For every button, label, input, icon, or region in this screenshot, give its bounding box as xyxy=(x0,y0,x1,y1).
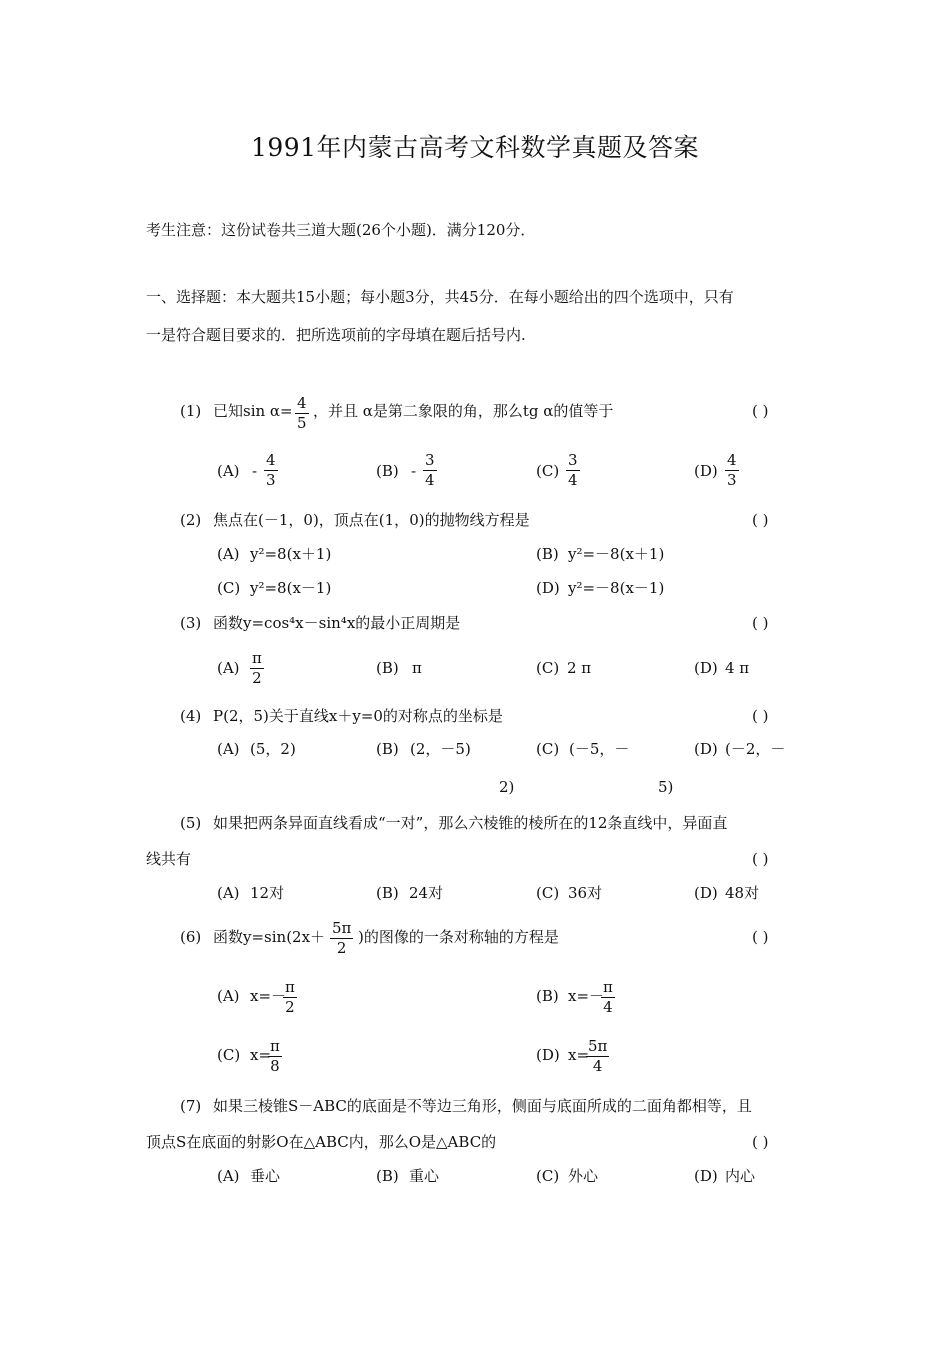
option-label-c: (C) xyxy=(536,659,560,677)
option-value-d: 4 π xyxy=(725,659,750,677)
option-value-c: x= xyxy=(250,1046,272,1064)
option-value-a: 垂心 xyxy=(250,1167,281,1185)
option-label-c: (C) xyxy=(536,462,560,480)
option-value-c-wrap: 2) xyxy=(499,778,515,796)
question-number: (2) xyxy=(180,511,202,529)
option-sign: - xyxy=(252,462,258,480)
denominator: 4 xyxy=(592,1057,603,1075)
option-label-b: (B) xyxy=(376,462,399,480)
option-a-fraction xyxy=(250,651,264,686)
exam-notice: 考生注意：这份试卷共三道大题(26个小题)．满分120分． xyxy=(146,221,536,239)
answer-bracket: ( ) xyxy=(752,707,769,725)
denominator: 2 xyxy=(252,669,262,687)
option-label-b: (B) xyxy=(376,659,399,677)
option-label-a: (A) xyxy=(217,884,240,902)
answer-bracket: ( ) xyxy=(752,1133,769,1151)
denominator: 8 xyxy=(270,1057,280,1075)
numerator: π xyxy=(285,978,295,996)
answer-bracket: ( ) xyxy=(752,850,769,868)
question-number: (5) xyxy=(180,814,202,832)
question-number: (4) xyxy=(180,707,202,725)
option-value-c: y²=8(x－1) xyxy=(250,579,332,597)
option-value-c: 外心 xyxy=(568,1167,599,1185)
fraction xyxy=(295,396,309,431)
denominator: 2 xyxy=(336,939,347,957)
fraction xyxy=(330,921,353,956)
question-text: P(2，5)关于直线x＋y=0的对称点的坐标是 xyxy=(213,707,503,725)
denominator: 3 xyxy=(727,471,737,489)
option-value-d: 内心 xyxy=(725,1167,756,1185)
answer-bracket: ( ) xyxy=(752,511,769,529)
question-text: 焦点在(－1，0)，顶点在(1，0)的抛物线方程是 xyxy=(213,511,530,529)
question-number: (3) xyxy=(180,614,202,632)
denominator: 3 xyxy=(266,471,276,489)
option-label-a: (A) xyxy=(217,987,240,1005)
option-label-d: (D) xyxy=(694,1167,718,1185)
question-text-cont: 顶点S在底面的射影O在△ABC内，那么O是△ABC的 xyxy=(146,1133,497,1151)
option-label-b: (B) xyxy=(376,1167,399,1185)
numerator: 3 xyxy=(568,451,578,469)
option-label-c: (C) xyxy=(217,579,241,597)
option-value-b: 24对 xyxy=(409,884,444,902)
denominator: 5 xyxy=(297,414,307,432)
option-value-c: 2 π xyxy=(567,659,592,677)
numerator: π xyxy=(603,978,613,996)
option-label-c: (C) xyxy=(536,1167,560,1185)
numerator: 3 xyxy=(425,451,435,469)
numerator: 5π xyxy=(588,1037,608,1055)
option-label-b: (B) xyxy=(536,545,559,563)
option-label-a: (A) xyxy=(217,740,240,758)
denominator: 4 xyxy=(603,998,613,1016)
denominator: 4 xyxy=(568,471,578,489)
option-label-a: (A) xyxy=(217,1167,240,1185)
option-value-b: (2，－5) xyxy=(410,740,471,758)
option-b-fraction xyxy=(601,980,615,1015)
option-value-a: x=－ xyxy=(250,987,287,1005)
question-text-cont: )的图像的一条对称轴的方程是 xyxy=(358,928,559,946)
option-a-fraction xyxy=(264,453,278,488)
question-text: 如果把两条异面直线看成“一对”，那么六棱锥的棱所在的12条直线中，异面直 xyxy=(213,814,728,832)
option-value-a: (5，2) xyxy=(250,740,296,758)
option-label-d: (D) xyxy=(694,740,718,758)
answer-bracket: ( ) xyxy=(752,402,769,420)
option-label-b: (B) xyxy=(536,987,559,1005)
option-b-fraction xyxy=(423,453,437,488)
option-value-d: 48对 xyxy=(725,884,760,902)
question-number: (6) xyxy=(180,928,202,946)
option-c-fraction xyxy=(566,453,580,488)
answer-bracket: ( ) xyxy=(752,928,769,946)
option-label-d: (D) xyxy=(694,884,718,902)
option-label-d: (D) xyxy=(536,1046,560,1064)
question-text: 函数y=cos⁴x－sin⁴x的最小正周期是 xyxy=(213,614,461,632)
option-d-fraction xyxy=(725,453,739,488)
option-value-a: y²=8(x＋1) xyxy=(250,545,332,563)
numerator: π xyxy=(270,1037,280,1055)
question-text: 函数y=sin(2x＋ xyxy=(213,928,326,946)
question-number: (7) xyxy=(180,1097,202,1115)
numerator: 4 xyxy=(266,451,276,469)
denominator: 2 xyxy=(285,998,295,1016)
question-text: 如果三棱锥S－ABC的底面是不等边三角形，侧面与底面所成的二面角都相等，且 xyxy=(213,1097,752,1115)
option-label-c: (C) xyxy=(217,1046,241,1064)
answer-bracket: ( ) xyxy=(752,614,769,632)
option-value-b: y²=－8(x＋1) xyxy=(568,545,665,563)
option-value-c: 36对 xyxy=(568,884,603,902)
option-label-a: (A) xyxy=(217,545,240,563)
denominator: 4 xyxy=(425,471,435,489)
option-label-b: (B) xyxy=(376,740,399,758)
option-label-c: (C) xyxy=(536,740,560,758)
option-value-d: y²=－8(x－1) xyxy=(568,579,665,597)
option-sign: - xyxy=(411,462,417,480)
option-value-b: 重心 xyxy=(409,1167,440,1185)
option-d-fraction xyxy=(586,1039,609,1074)
option-value-c: (－5，－ xyxy=(569,740,630,758)
option-value-a: 12对 xyxy=(250,884,285,902)
option-value-d: (－2，－ xyxy=(725,740,786,758)
section1-instructions-line1: 一、选择题：本大题共15小题；每小题3分，共45分．在每小题给出的四个选项中，只有 xyxy=(146,288,734,306)
option-label-c: (C) xyxy=(536,884,560,902)
section1-instructions-line2: 一是符合题目要求的．把所选项前的字母填在题后括号内. xyxy=(146,326,526,344)
option-value-d-wrap: 5) xyxy=(658,778,674,796)
option-value-d: x= xyxy=(568,1046,590,1064)
option-c-fraction xyxy=(268,1039,282,1074)
option-a-fraction xyxy=(283,980,297,1015)
option-value-b: π xyxy=(412,659,422,677)
option-label-b: (B) xyxy=(376,884,399,902)
question-text-cont: 线共有 xyxy=(146,850,192,868)
question-text-cont: ，并且 α是第二象限的角，那么tg α的值等于 xyxy=(313,402,614,420)
question-text: 已知sin α= xyxy=(213,402,293,420)
numerator: 4 xyxy=(297,394,307,412)
page-title: 1991年内蒙古高考文科数学真题及答案 xyxy=(250,133,700,162)
option-label-d: (D) xyxy=(694,462,718,480)
option-label-d: (D) xyxy=(694,659,718,677)
option-value-b: x=－ xyxy=(568,987,605,1005)
numerator: 4 xyxy=(727,451,737,469)
numerator: 5π xyxy=(332,919,352,937)
numerator: π xyxy=(252,649,262,667)
option-label-a: (A) xyxy=(217,659,240,677)
question-number: (1) xyxy=(180,402,202,420)
option-label-a: (A) xyxy=(217,462,240,480)
option-label-d: (D) xyxy=(536,579,560,597)
